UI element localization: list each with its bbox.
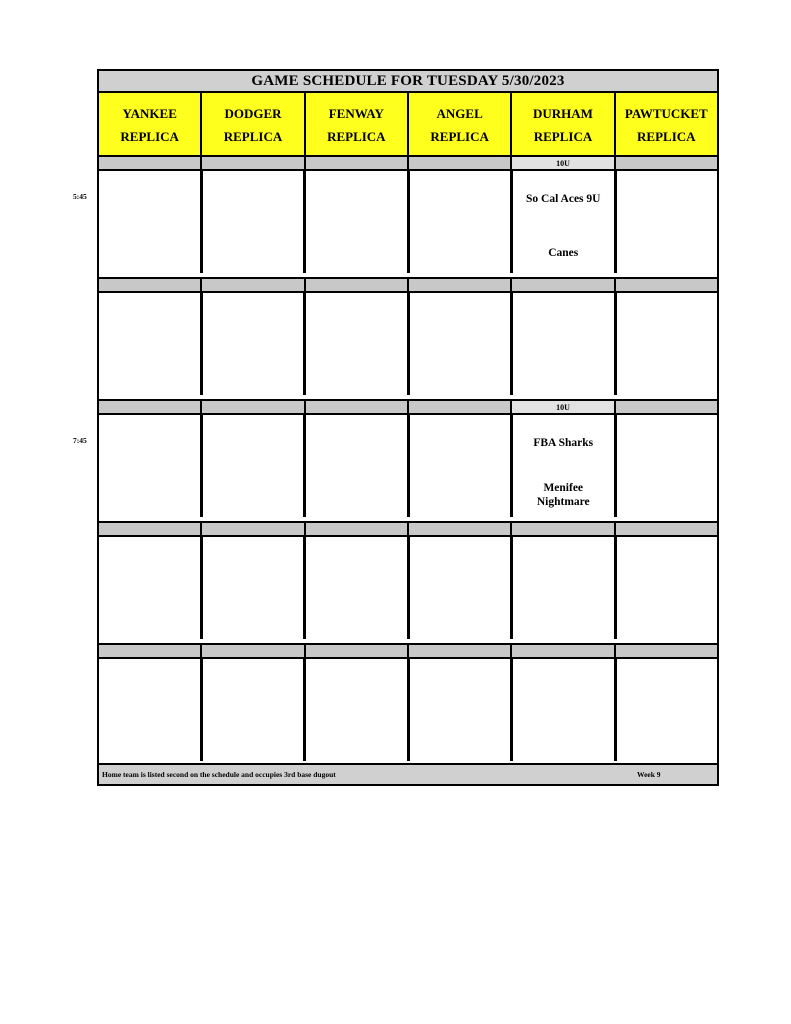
division-cell [512,523,615,535]
game-cell [410,415,514,517]
game-cell [203,537,307,639]
game-cell [203,415,307,517]
division-cell-durham: 10U [512,401,615,413]
game-cell [410,171,514,273]
game-row-slot-4 [99,537,717,639]
game-cell [99,293,203,395]
home-team [513,481,614,509]
division-strip-slot-1 [99,155,717,171]
week-label: Week 9 [637,770,661,779]
division-cell [99,645,202,657]
game-row-slot-3 [99,415,717,517]
game-cell [99,537,203,639]
division-cell [202,157,305,169]
game-cell [203,659,307,761]
field-header-fenway [306,93,409,156]
division-cell [409,157,512,169]
game-cell [306,415,410,517]
division-cell [409,401,512,413]
division-cell [99,523,202,535]
time-label-slot-3: 7:45 [73,436,87,445]
division-cell [99,279,202,291]
field-sub: REPLICA [120,128,179,144]
game-cell [306,293,410,395]
division-cell [616,645,717,657]
division-cell [409,523,512,535]
division-cell [306,279,409,291]
field-header-durham [512,93,615,156]
division-cell [202,523,305,535]
division-cell [306,523,409,535]
field-sub: REPLICA [430,128,489,144]
division-cell [616,279,717,291]
division-cell [306,157,409,169]
field-sub: REPLICA [327,128,386,144]
division-cell [306,401,409,413]
field-name: DODGER [224,105,282,121]
game-cell [617,415,718,517]
division-cell [409,279,512,291]
game-cell [513,293,617,395]
field-sub: REPLICA [533,128,593,144]
division-cell [306,645,409,657]
division-cell [616,401,717,413]
schedule-title: GAME SCHEDULE FOR TUESDAY 5/30/2023 [99,71,717,93]
field-name: YANKEE [122,105,177,121]
game-cell [513,659,617,761]
division-cell [202,401,305,413]
field-sub: REPLICA [637,128,696,144]
game-cell [306,659,410,761]
field-name: ANGEL [436,105,483,121]
game-cell [99,171,203,273]
field-header-pawtucket [616,93,717,156]
field-header-dodger [202,93,305,156]
game-row-slot-1 [99,171,717,273]
division-cell [616,157,717,169]
division-strip-slot-4 [99,521,717,537]
division-strip-slot-3 [99,399,717,415]
field-header-row [99,93,717,156]
game-cell [203,171,307,273]
division-cell [99,401,202,413]
field-header-angel [409,93,512,156]
home-team-note: Home team is listed second on the schedule and occupies 3rd base dugout [102,770,336,779]
division-cell [409,645,512,657]
game-cell [203,293,307,395]
away-team: So Cal Aces 9U [526,193,601,205]
game-cell [617,293,718,395]
division-strip-slot-5 [99,643,717,659]
game-cell [617,171,718,273]
game-cell [617,659,718,761]
home-team: Canes [548,247,579,259]
game-cell [410,537,514,639]
game-cell [306,537,410,639]
division-cell [202,279,305,291]
field-name: DURHAM [533,105,593,121]
division-strip-slot-2 [99,277,717,293]
field-header-yankee [99,93,202,156]
game-cell-durham [513,415,617,517]
time-label-slot-1: 5:45 [73,192,87,201]
home-team-line: Nightmare [536,496,590,508]
game-cell [306,171,410,273]
game-cell [410,293,514,395]
division-cell [512,645,615,657]
division-cell [99,157,202,169]
game-cell [617,537,718,639]
game-row-slot-5 [99,659,717,761]
field-name: PAWTUCKET [624,105,708,121]
game-cell-durham [513,171,617,273]
field-name: FENWAY [328,105,384,121]
division-cell-durham: 10U [512,157,615,169]
home-team-line: Menifee [543,482,584,494]
field-sub: REPLICA [223,128,283,144]
division-cell [616,523,717,535]
schedule-footer [99,763,717,784]
division-cell [512,279,615,291]
game-row-slot-2 [99,293,717,395]
game-cell [410,659,514,761]
game-cell [99,659,203,761]
game-cell [99,415,203,517]
game-cell [513,537,617,639]
schedule-sheet [97,69,719,786]
away-team: FBA Sharks [533,437,594,449]
division-cell [202,645,305,657]
